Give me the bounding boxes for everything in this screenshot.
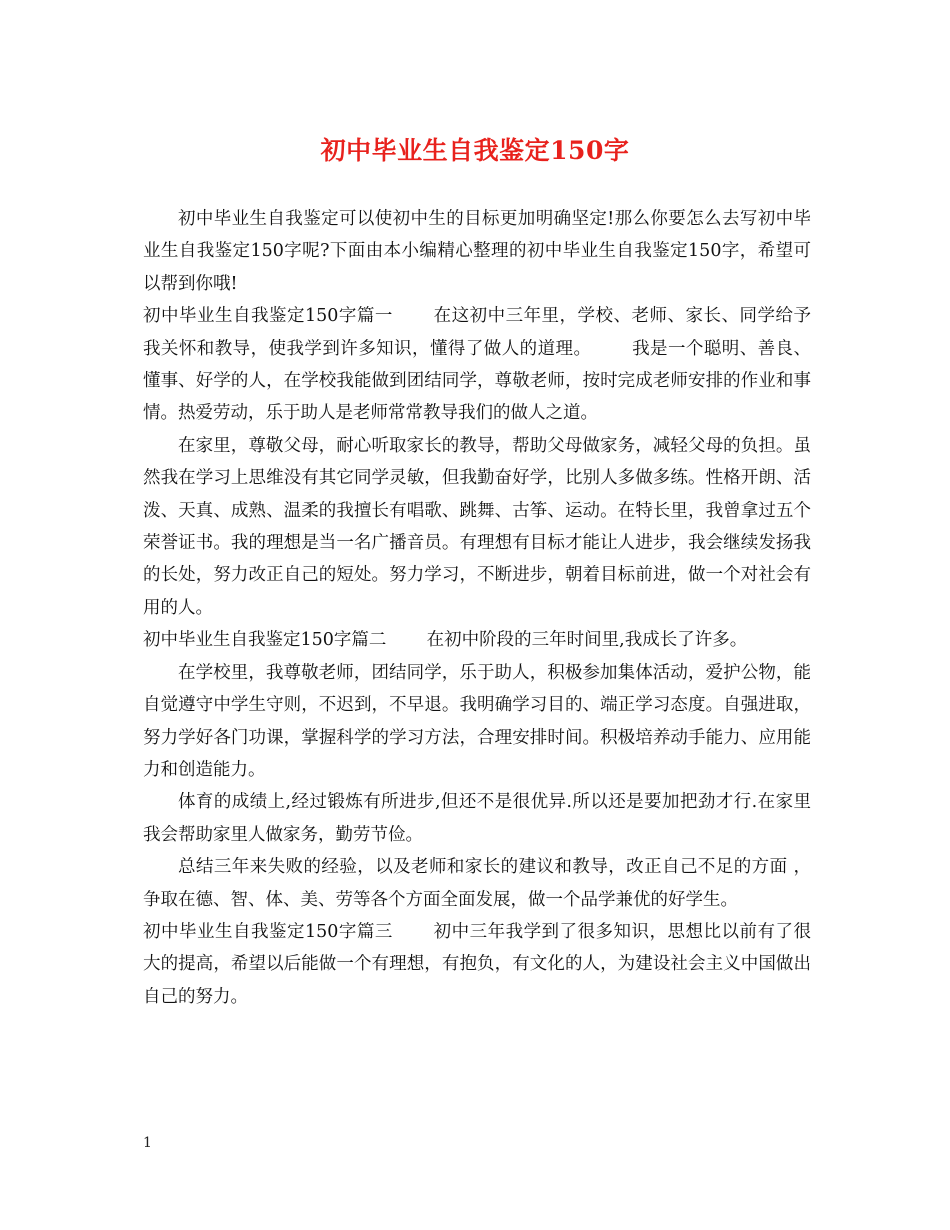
section-1-paragraph-2: 在家里，尊敬父母，耐心听取家长的教导，帮助父母做家务，减轻父母的负担。虽然我在学习上思维没有其它同学灵敏，但我勤奋好学，比别人多做多练。性格开朗、活泼、天真、成熟、温柔的我擅长有唱歌、跳舞、古筝、运动。在特长里，我曾拿过五个荣誉证书。我的理想是当一名广播音员。有理想有目标才能让人进步，我会继续发扬我的长处，努力改正自己的短处。努力学习，不断进步，朝着目标前进，做一个对社会有用的人。 — [143, 435, 811, 618]
section-1-heading: 初中毕业生自我鉴定150字篇一 — [143, 306, 393, 327]
section-2-paragraph-1: 在学校里，我尊敬老师，团结同学，乐于助人，积极参加集体活动，爱护公物，能自觉遵守中学生守则，不迟到，不早退。我明确学习目的、端正学习态度。自强进取，努力学好各门功课，掌握科学的学习方法，合理安排时间。积极培养动手能力、应用能力和创造能力。 — [143, 662, 811, 780]
section-3-text: 初中三年我学到了很多知识，思想比以前有了很大的提高，希望以后能做一个有理想，有抱负，有文化的人，为建设社会主义中国做出自己的努力。 — [143, 921, 811, 1007]
intro-paragraph: 初中毕业生自我鉴定可以使初中生的目标更加明确坚定!那么你要怎么去写初中毕业生自我鉴定150字呢?下面由本小编精心整理的初中毕业生自我鉴定150字，希望可以帮到你哦! — [143, 209, 811, 294]
page-title: 初中毕业生自我鉴定150字 — [320, 136, 630, 165]
section-1-paragraph — [143, 300, 811, 430]
section-1-text-part1: 在这初中三年里，学校、老师、家长、同学给予我关怀和教导，使我学到许多知识，懂得了做人的道理。 — [143, 306, 811, 359]
section-3-heading: 初中毕业生自我鉴定150字篇三 — [143, 921, 393, 942]
section-2-heading: 初中毕业生自我鉴定150字篇二 — [143, 630, 387, 651]
section-1-text-part2: 我是一个聪明、善良、懂事、好学的人，在学校我能做到团结同学，尊敬老师，按时完成老师安排的作业和事情。热爱劳动，乐于助人是老师常常教导我们的做人之道。 — [143, 338, 811, 424]
section-2-lead: 在初中阶段的三年时间里,我成长了许多。 — [426, 630, 748, 651]
document-body — [143, 203, 811, 1013]
section-3-paragraph — [143, 916, 811, 1013]
section-2-paragraph-3: 总结三年来失败的经验，以及老师和家长的建议和教导，改正自己不足的方面 ，争取在德、智、体、美、劳等各个方面全面发展，做一个品学兼优的好学生。 — [143, 857, 811, 910]
section-2-lead-paragraph — [143, 624, 811, 656]
page-number: 1 — [143, 1135, 152, 1151]
section-2-paragraph-2: 体育的成绩上,经过锻炼有所进步,但还不是很优异.所以还是要加把劲才行.在家里我会帮助家里人做家务，勤劳节俭。 — [143, 792, 811, 845]
